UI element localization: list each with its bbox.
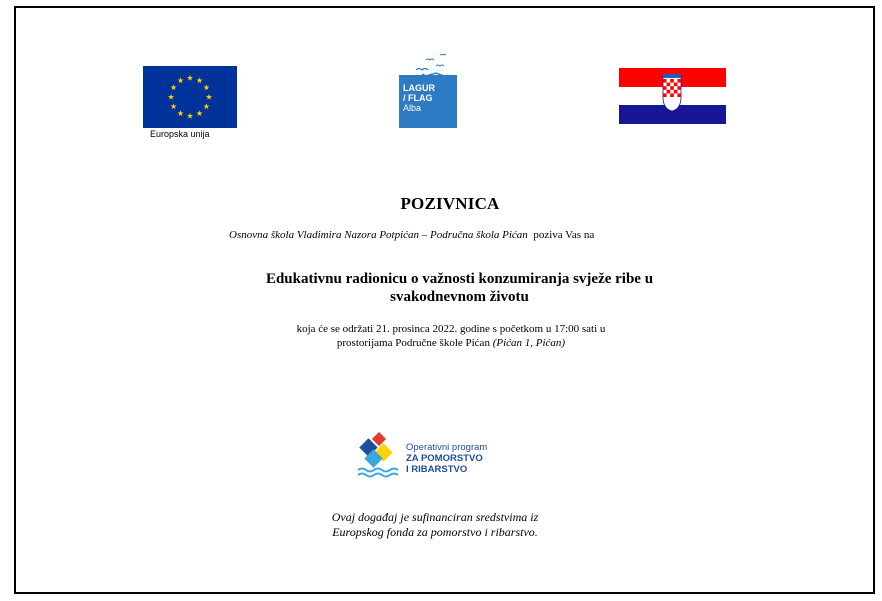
eu-star-icon xyxy=(196,77,202,83)
coat-of-arms-icon xyxy=(662,74,682,112)
eu-star-icon xyxy=(177,77,183,83)
page-title: POZIVNICA xyxy=(400,194,500,213)
eu-stars-icon xyxy=(143,66,237,128)
details-location: (Pićan 1, Pićan) xyxy=(492,337,566,349)
flag-logo-line3: Alba xyxy=(403,103,422,113)
eu-star-icon xyxy=(171,84,177,90)
school-name: Osnovna škola Vladimira Nazora Potpićan – Područna škola Pićan xyxy=(229,229,528,241)
event-title: Edukativnu radionicu o važnosti konzumiranja svježe ribe u svakodnevnom životu xyxy=(265,271,654,305)
flag-alba-logo xyxy=(399,75,457,128)
eu-star-icon xyxy=(187,75,193,81)
op-line1: Operativni program xyxy=(406,442,488,453)
funding-note xyxy=(300,510,570,540)
invitation-line xyxy=(229,229,594,241)
op-line3: I RIBARSTVO xyxy=(406,464,468,475)
eu-star-icon xyxy=(168,94,174,100)
details-line2 xyxy=(276,336,626,350)
details-line1: koja će se održati 21. prosinca 2022. godine s početkom u 17:00 sati u xyxy=(296,323,606,335)
birds-icon xyxy=(412,50,452,76)
details-venue: prostorijama Područne škole Pićan xyxy=(336,337,493,349)
op-diamond-icon xyxy=(356,432,402,482)
eu-star-icon xyxy=(203,84,209,90)
funding-line1: Ovaj događaj je sufinanciran sredstvima iz xyxy=(331,510,539,524)
eu-star-icon xyxy=(177,110,183,116)
eu-caption: Europska unija xyxy=(150,129,210,139)
eu-star-icon xyxy=(187,113,193,119)
event-details xyxy=(276,322,626,350)
flag-logo-line1: LAGUR xyxy=(403,83,435,93)
funding-line2: Europskog fonda za pomorstvo i ribarstvo. xyxy=(332,525,538,539)
eu-star-icon xyxy=(203,103,209,109)
flag-logo-line2: / FLAG xyxy=(403,93,433,103)
eu-star-icon xyxy=(196,110,202,116)
croatian-flag-logo xyxy=(619,68,726,124)
eu-star-icon xyxy=(171,103,177,109)
eu-flag-logo xyxy=(143,66,237,128)
invite-text: poziva Vas na xyxy=(527,229,595,241)
eu-star-icon xyxy=(206,94,212,100)
operativni-program-logo xyxy=(356,432,506,482)
op-line2: ZA POMORSTVO xyxy=(406,453,483,464)
